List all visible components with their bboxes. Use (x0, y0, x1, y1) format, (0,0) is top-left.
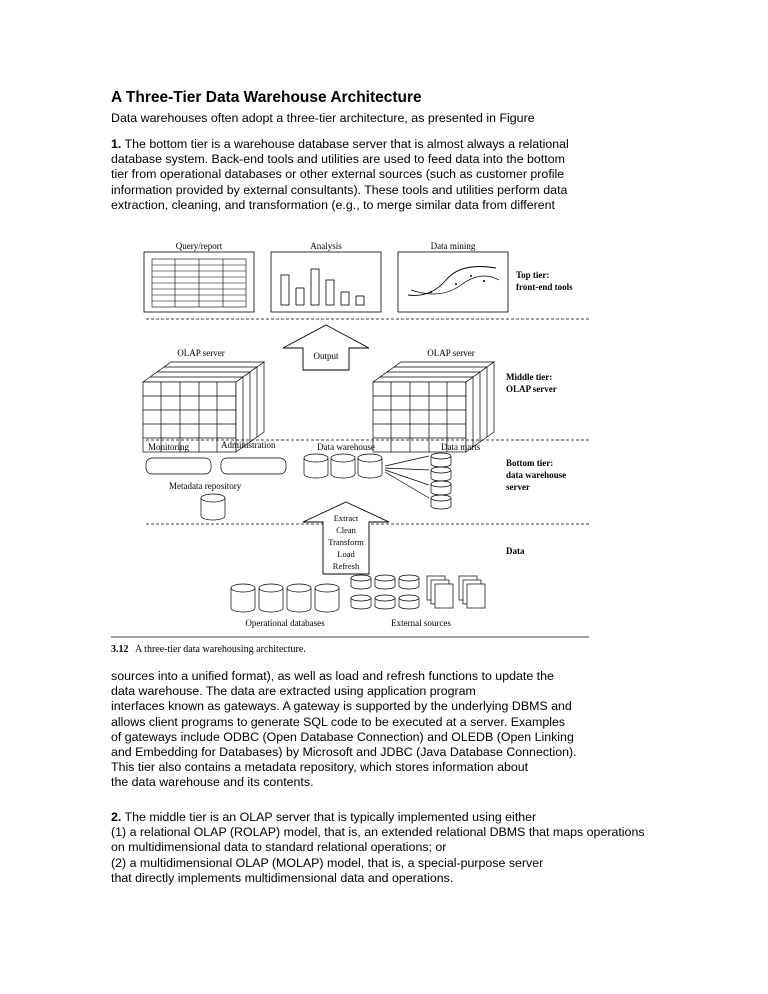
data-warehouse-label: Data warehouse (317, 442, 375, 452)
intro-paragraph (111, 111, 535, 126)
metadata-repository-label: Metadata repository (169, 481, 242, 491)
olap-server-right-label: OLAP server (427, 348, 475, 358)
bottom-tier-sublabel-2: server (506, 482, 530, 492)
para2-line: The middle tier is an OLAP server that is typically implemented using either (121, 810, 537, 824)
para1-number: 1. (111, 137, 122, 151)
operational-databases (231, 584, 339, 612)
bottom-tier-label: Bottom tier: (506, 458, 554, 468)
monitoring-label: Monitoring (148, 442, 190, 452)
data-mining-panel (398, 241, 508, 312)
para1-cont-line: data warehouse. The data are extracted using application program (111, 684, 476, 699)
data-marts-label: Data marts (441, 442, 481, 452)
middle-tier-label: Middle tier: (506, 372, 553, 382)
etl-refresh: Refresh (332, 561, 360, 571)
analysis-panel (271, 241, 381, 312)
figure-caption-number: 3.12 (111, 644, 129, 655)
etl-load: Load (337, 549, 355, 559)
etl-arrow (303, 502, 389, 574)
administration-label: Administration (221, 440, 276, 450)
para2-line: that directly implements multidimensional data and operations. (111, 870, 454, 885)
page-title: A Three-Tier Data Warehouse Architecture (111, 89, 422, 106)
para1-cont-line: This tier also contains a metadata repository, which stores information about (111, 760, 529, 775)
data-warehouse-cylinders (304, 454, 382, 478)
figure-caption: A three-tier data warehousing architecture. (135, 644, 306, 655)
architecture-figure (111, 240, 591, 660)
external-sources (351, 575, 485, 609)
para1-line: database system. Back-end tools and utilities are used to feed data into the bottom (111, 152, 565, 167)
para2-line: (2) a multidimensional OLAP (MOLAP) model, that is, a special-purpose server (111, 855, 544, 870)
data-marts-cylinders (431, 453, 451, 509)
para1-cont-line: of gateways include ODBC (Open Database Connection) and OLEDB (Open Linking (111, 729, 574, 744)
query-report-panel (144, 241, 254, 312)
para1-cont-line: sources into a unified format), as well as load and refresh functions to update the (111, 669, 554, 683)
para2-number: 2. (111, 810, 122, 824)
para1-cont-line: interfaces known as gateways. A gateway is supported by the underlying DBMS and (111, 699, 572, 714)
analysis-label: Analysis (310, 241, 342, 251)
top-tier-label: Top tier: (516, 270, 550, 280)
para1-cont-line: the data warehouse and its contents. (111, 775, 314, 790)
intro-line: Data warehouses often adopt a three-tier architecture, as presented in Figure (111, 111, 535, 125)
olap-server-left-label: OLAP server (177, 348, 225, 358)
output-arrow (283, 325, 369, 370)
bottom-tier-sublabel-1: data warehouse (506, 470, 567, 480)
output-label: Output (313, 351, 339, 361)
etl-clean: Clean (336, 525, 356, 535)
para1-line: information provided by external consultants). These tools and utilities perform data (111, 182, 568, 197)
para1-cont-line: allows client programs to generate SQL code to be executed at a server. Examples (111, 714, 566, 729)
middle-tier-sublabel: OLAP server (506, 384, 557, 394)
monitoring-box (146, 458, 211, 474)
paragraph-1-continued (111, 669, 577, 791)
data-tier-label: Data (506, 546, 525, 556)
administration-box (221, 458, 286, 474)
para1-cont-line: and Embedding for Databases) by Microsoft and JDBC (Java Database Connection). (111, 745, 577, 760)
olap-cube-right (373, 362, 494, 452)
top-tier-sublabel: front-end tools (516, 282, 573, 292)
metadata-cylinder (201, 494, 225, 520)
etl-transform: Transform (328, 537, 364, 547)
operational-databases-label: Operational databases (245, 618, 325, 628)
paragraph-1 (111, 137, 569, 213)
para2-line: on multidimensional data to standard relational operations; or (111, 840, 447, 855)
para1-line: extraction, cleaning, and transformation (e.g., to merge similar data from different (111, 197, 555, 212)
query-report-label: Query/report (175, 241, 223, 251)
para1-line: The bottom tier is a warehouse database server that is almost always a relational (121, 137, 569, 151)
data-mining-label: Data mining (430, 241, 476, 251)
etl-extract: Extract (333, 513, 359, 523)
paragraph-2 (111, 810, 645, 886)
warehouse-to-marts-arrows (385, 456, 429, 498)
para2-line: (1) a relational OLAP (ROLAP) model, that is, an extended relational DBMS that maps operations (111, 825, 645, 840)
olap-cube-left (143, 362, 264, 452)
external-sources-label: External sources (391, 618, 451, 628)
para1-line: tier from operational databases or other external sources (such as customer profile (111, 167, 565, 182)
